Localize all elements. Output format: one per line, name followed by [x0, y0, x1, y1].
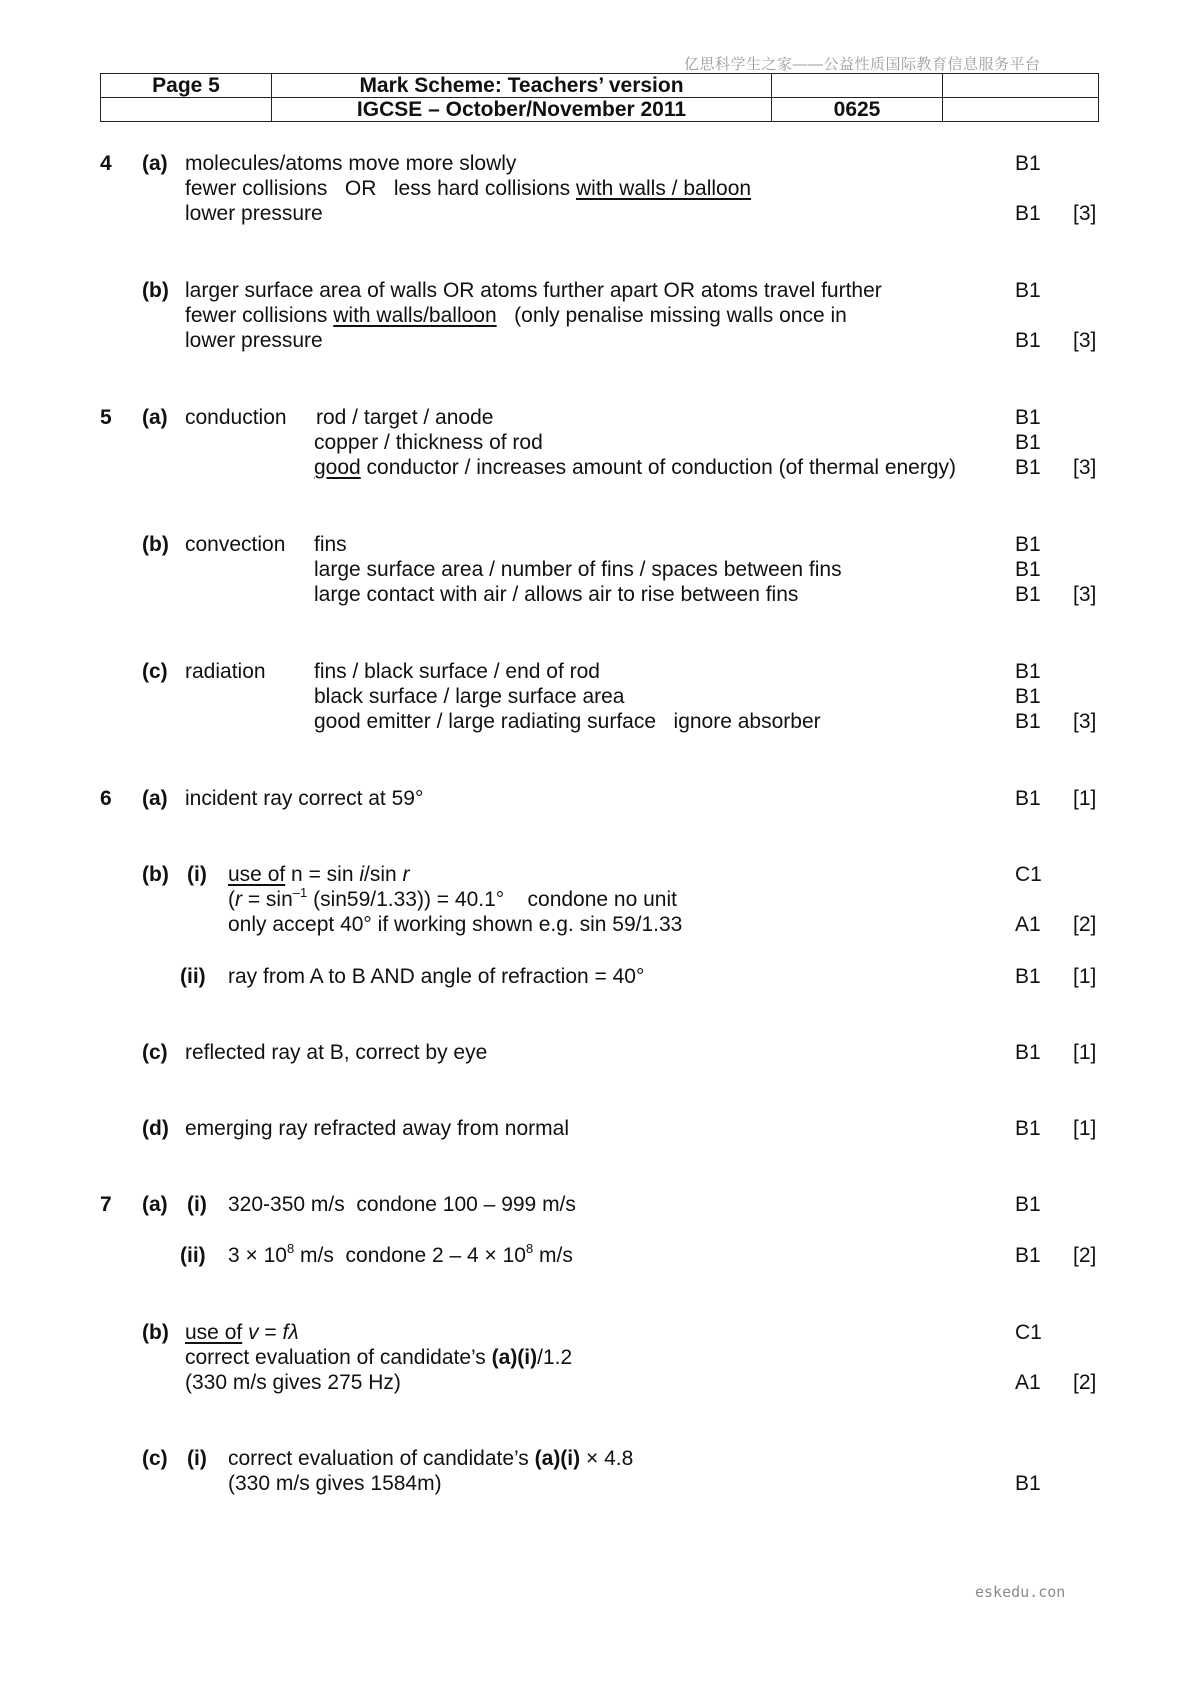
- total-marks: [3]: [1073, 583, 1097, 606]
- subpart-label: (i): [187, 863, 207, 886]
- total-marks: [2]: [1073, 913, 1097, 936]
- footer-site-text: eskedu.con: [975, 1583, 1066, 1601]
- heat-transfer-type: convection: [185, 533, 286, 556]
- mark: A1: [1015, 1371, 1041, 1394]
- watermark-text: 亿思科学生之家——公益性质国际教育信息服务平台: [684, 56, 1041, 73]
- answer-line: $(r = \sin^{-1} (\sin 59/1.33)) = 40.1^\circ$ condone no unit: [228, 885, 677, 911]
- mark: B1: [1015, 1117, 1041, 1140]
- part-label: (b): [142, 279, 169, 302]
- subpart-label: (ii): [180, 965, 206, 988]
- part-label: (c): [142, 1041, 168, 1064]
- exam-session: IGCSE – October/November 2011: [272, 98, 772, 122]
- part-label: (b): [142, 863, 169, 886]
- subpart-label: (ii): [180, 1244, 206, 1267]
- mark: B1: [1015, 406, 1041, 429]
- answer-line: copper / thickness of rod: [314, 431, 543, 454]
- heat-transfer-type: conduction: [185, 406, 287, 429]
- header-empty-cell: [772, 74, 943, 98]
- question-number: 5: [100, 406, 112, 429]
- mark: B1: [1015, 787, 1041, 810]
- part-label: (a): [142, 406, 168, 429]
- part-label: (a): [142, 152, 168, 175]
- mark-scheme-title: Mark Scheme: Teachers’ version: [272, 74, 772, 98]
- part-label: (d): [142, 1117, 169, 1140]
- mark: B1: [1015, 558, 1041, 581]
- part-label: (b): [142, 1321, 169, 1344]
- question-number: 7: [100, 1193, 112, 1216]
- answer-line: emerging ray refracted away from normal: [185, 1117, 569, 1140]
- part-label: (a): [142, 787, 168, 810]
- part-label: (c): [142, 660, 168, 683]
- page-number: Page 5: [101, 74, 272, 98]
- mark: B1: [1015, 533, 1041, 556]
- answer-line: good emitter / large radiating surface ignore absorber: [314, 710, 821, 733]
- answer-line: black surface / large surface area: [314, 685, 625, 708]
- subpart-label: (i): [187, 1193, 207, 1216]
- mark: B1: [1015, 965, 1041, 988]
- mark: B1: [1015, 329, 1041, 352]
- answer-line: use of v = fλ: [185, 1321, 299, 1344]
- mark: B1: [1015, 456, 1041, 479]
- answer-line: good conductor / increases amount of conduction (of thermal energy): [314, 456, 957, 479]
- answer-line: larger surface area of walls OR atoms further apart OR atoms travel further: [185, 279, 882, 302]
- header-empty-cell: [101, 98, 272, 122]
- heat-transfer-type: radiation: [185, 660, 266, 683]
- total-marks: [3]: [1073, 456, 1097, 479]
- question-number: 4: [100, 152, 112, 175]
- mark: B1: [1015, 583, 1041, 606]
- answer-line: reflected ray at B, correct by eye: [185, 1041, 488, 1064]
- answer-line: incident ray correct at 59°: [185, 787, 424, 810]
- answer-line: large contact with air / allows air to rise between fins: [314, 583, 799, 606]
- total-marks: [3]: [1073, 710, 1097, 733]
- mark: B1: [1015, 152, 1041, 175]
- answer-line: fewer collisions OR less hard collisions with walls / balloon: [185, 177, 752, 200]
- answer-line: fins: [314, 533, 347, 556]
- mark: B1: [1015, 1244, 1041, 1267]
- mark: B1: [1015, 279, 1041, 302]
- answer-line: (330 m/s gives 1584m): [228, 1472, 442, 1495]
- total-marks: [2]: [1073, 1244, 1097, 1267]
- part-label: (c): [142, 1447, 168, 1470]
- header-empty-cell: [943, 74, 1099, 98]
- mark: B1: [1015, 1472, 1041, 1495]
- mark: B1: [1015, 1193, 1041, 1216]
- mark: A1: [1015, 913, 1041, 936]
- total-marks: [3]: [1073, 202, 1097, 225]
- total-marks: [1]: [1073, 965, 1097, 988]
- mark: C1: [1015, 863, 1042, 886]
- mark: B1: [1015, 710, 1041, 733]
- mark: B1: [1015, 202, 1041, 225]
- answer-line: correct evaluation of candidate’s (a)(i) × 4.8: [228, 1447, 634, 1470]
- header-empty-cell: [943, 98, 1099, 122]
- answer-line: molecules/atoms move more slowly: [185, 152, 517, 175]
- answer-line: fewer collisions with walls/balloon (only penalise missing walls once in: [185, 304, 847, 327]
- answer-line: large surface area / number of fins / spaces between fins: [314, 558, 842, 581]
- mark: B1: [1015, 431, 1041, 454]
- answer-line: ray from A to B AND angle of refraction = 40°: [228, 965, 645, 988]
- answer-line: correct evaluation of candidate’s (a)(i)/1.2: [185, 1346, 573, 1369]
- answer-line: 320-350 m/s condone 100 – 999 m/s: [228, 1193, 576, 1216]
- syllabus-code: 0625: [772, 98, 943, 122]
- mark: B1: [1015, 1041, 1041, 1064]
- answer-line: (330 m/s gives 275 Hz): [185, 1371, 401, 1394]
- total-marks: [1]: [1073, 1117, 1097, 1140]
- answer-line: use of n = sin i/sin r: [228, 863, 410, 886]
- total-marks: [3]: [1073, 329, 1097, 352]
- answer-line: rod / target / anode: [316, 406, 494, 429]
- total-marks: [2]: [1073, 1371, 1097, 1394]
- mark: B1: [1015, 685, 1041, 708]
- answer-line: $3 \times 10^8$ m/s condone $2 - 4 \times 10^8$ m/s: [228, 1241, 573, 1267]
- answer-line: only accept 40° if working shown e.g. sin 59/1.33: [228, 913, 683, 936]
- part-label: (b): [142, 533, 169, 556]
- answer-line: fins / black surface / end of rod: [314, 660, 600, 683]
- total-marks: [1]: [1073, 1041, 1097, 1064]
- part-label: (a): [142, 1193, 168, 1216]
- mark: B1: [1015, 660, 1041, 683]
- answer-line: lower pressure: [185, 202, 323, 225]
- answer-line: lower pressure: [185, 329, 323, 352]
- subpart-label: (i): [187, 1447, 207, 1470]
- total-marks: [1]: [1073, 787, 1097, 810]
- mark: C1: [1015, 1321, 1042, 1344]
- header-table: [100, 73, 1099, 122]
- question-number: 6: [100, 787, 112, 810]
